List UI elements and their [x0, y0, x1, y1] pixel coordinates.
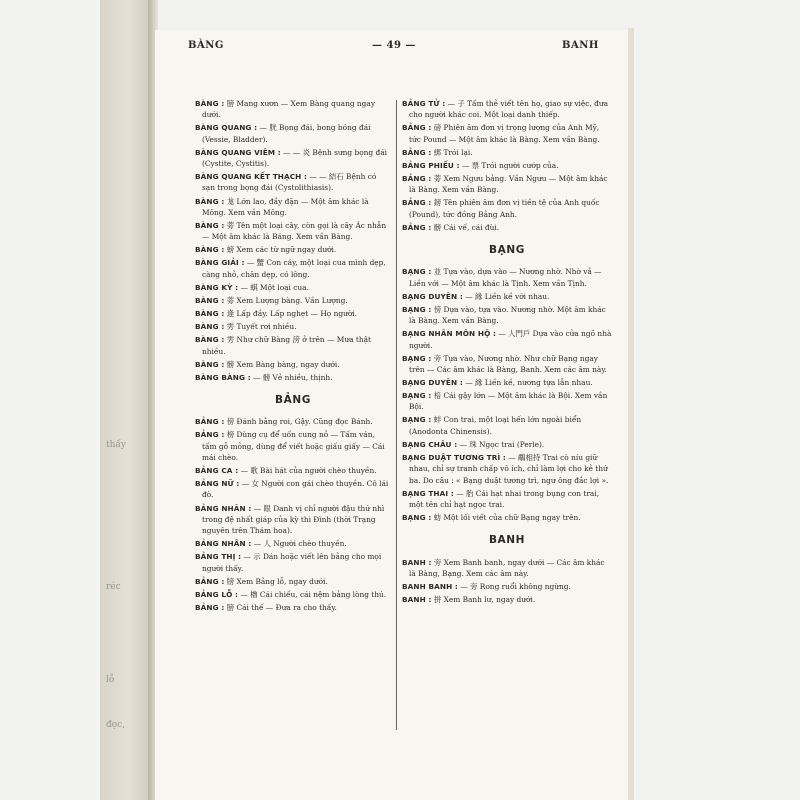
page-number: — 49 —	[372, 40, 416, 51]
entry-headword: BÀNG :	[195, 309, 225, 319]
entry-definition: — 鷸相持 Trai cò níu giữ nhau, chỉ sự tranh chấp vô ích, chỉ làm lợi cho kẻ thứ ba. Do câu : « Bạng duật tương trì, ngư ông đắc lợi ».	[409, 452, 609, 485]
dictionary-entry	[402, 173, 612, 196]
entry-definition: 旁 Xem Banh banh, ngay dưới — Các âm khác là Bàng, Bạng. Xem các âm này.	[409, 557, 605, 578]
dictionary-entry	[402, 452, 612, 486]
dictionary-entry	[195, 147, 391, 170]
dictionary-entry	[195, 321, 391, 332]
entry-definition: 螃 Xem các từ ngữ ngay dưới.	[226, 245, 337, 255]
entry-definition: 傍 Dựa vào, tựa vào. Nương nhờ. Một âm khác là Bàng. Xem vần Bàng.	[409, 304, 606, 326]
dictionary-entry	[195, 465, 391, 476]
entry-definition: 並 Tựa vào, dựa vào — Nương nhờ. Nhờ vả — Liền với — Một âm khác là Tịnh. Xem vần Tịnh.	[409, 267, 602, 288]
dictionary-entry	[402, 328, 612, 351]
entry-headword: BẢNG :	[402, 147, 432, 157]
dictionary-entry	[195, 98, 391, 121]
dictionary-entry	[195, 308, 391, 319]
entry-definition: — 緣 Liền kề với nhau.	[465, 291, 550, 301]
dictionary-entry	[195, 257, 391, 280]
dictionary-entry	[195, 282, 391, 293]
left-page-fragment: lỗ	[106, 675, 115, 685]
entry-definition: 鎊 Tên phiên âm đơn vị tiền tệ của Anh quốc (Pound), tức đồng Bảng Anh.	[409, 198, 600, 219]
dictionary-entry	[402, 122, 612, 145]
entry-headword: BẢNG NHÂN :	[195, 539, 252, 549]
dictionary-entry	[402, 557, 612, 580]
entry-headword: BÀNG :	[195, 359, 225, 369]
dictionary-entry	[402, 353, 612, 376]
entry-headword: BẠNG :	[402, 391, 432, 401]
column-right	[402, 98, 612, 607]
entry-definition: 膀 Cái thế — Đưa ra cho thấy.	[226, 602, 337, 612]
entry-definition: 蒡 Tên một loại cây, còn gọi là cây Ác nhẫn — Một âm khác là Báng. Xem vần Bàng.	[202, 220, 387, 242]
entry-headword: BẠNG THAI :	[402, 488, 454, 498]
entry-headword: BẢNG :	[195, 576, 225, 586]
dictionary-entry	[195, 589, 391, 600]
entry-headword: BÀNG QUANG :	[195, 123, 258, 133]
entry-definition: — 蟹 Con cáy, một loại cua mình dẹp, càng nhỏ, chân dẹp, có lông.	[202, 258, 386, 279]
entry-headword: BẢNG :	[402, 173, 432, 183]
entry-headword: BẢNG THỊ :	[195, 552, 242, 562]
entry-headword: BÀNG BÀNG :	[195, 372, 251, 382]
entry-definition: 蚌 Con trai, một loại hến lớn ngoài biển (Anodonta Chinensis).	[409, 415, 582, 436]
entry-definition: — 櫓 Cái chiếu, cái nệm bảng lòng thú.	[240, 589, 387, 599]
entry-headword: BẠNG :	[402, 513, 432, 523]
entry-headword: BẠNG DUẬT TƯƠNG TRÌ :	[402, 452, 506, 462]
entry-headword: BẠNG DUYÊN :	[402, 291, 463, 301]
entry-headword: BÀNG :	[195, 245, 225, 255]
entry-headword: BẢNG CA :	[195, 466, 239, 476]
dictionary-entry	[195, 359, 391, 370]
entry-headword: BẠNG NHÂN MÔN HỘ :	[402, 329, 497, 339]
entry-headword: BÀNG QUANG VIÊM :	[195, 147, 281, 157]
left-page-fragment: réc	[106, 582, 121, 592]
entry-definition: — 人門戶 Dựa vào cửa ngõ nhà người.	[409, 329, 612, 350]
entry-definition: 傍 Đánh bằng roi, Gậy. Cũng đọc Bánh.	[226, 417, 373, 427]
dictionary-entry	[195, 503, 391, 537]
dictionary-entry	[195, 538, 391, 549]
section-heading: BẢNG	[275, 393, 311, 406]
entry-headword: BẢNG :	[195, 602, 225, 612]
page-edge	[628, 28, 634, 800]
dictionary-entry	[402, 414, 612, 437]
entry-definition: — 髈 Vẻ nhiều, thịnh.	[253, 372, 333, 382]
entry-headword: BẠNG :	[402, 267, 432, 277]
entry-definition: 髈 Cái vế, cái đùi.	[433, 222, 500, 232]
entry-headword: BẢNG :	[195, 417, 225, 427]
dictionary-entry	[402, 390, 612, 413]
entry-headword: BÀNG KỲ :	[195, 282, 239, 292]
dictionary-entry	[195, 551, 391, 574]
dictionary-entry	[195, 334, 391, 357]
dictionary-entry	[195, 576, 391, 587]
entry-definition: — 示 Dán hoặc viết lên bảng cho mọi người thấy.	[202, 552, 382, 573]
dictionary-entry	[402, 98, 612, 121]
entry-definition: 牓 Xem Bảng lỗ, ngay dưới.	[226, 576, 328, 586]
entry-headword: BÀNG :	[195, 295, 225, 305]
entry-definition: 拼 Xem Banh lư, ngay dưới.	[433, 595, 536, 605]
dictionary-entry	[402, 147, 612, 158]
entry-headword: BẢNG PHIẾU :	[402, 160, 460, 170]
entry-definition: — 珠 Ngọc trai (Perle).	[459, 439, 545, 449]
entry-headword: BÀNG :	[195, 196, 225, 206]
dictionary-entry	[402, 488, 612, 511]
header-right-keyword: BANH	[562, 40, 599, 51]
left-page-fragment: đọc,	[106, 720, 126, 730]
entry-definition: 棓 Cái gậy lớn — Một âm khác là Bội. Xem vần Bội.	[409, 391, 608, 412]
entry-headword: BẠNG DUYÊN :	[402, 378, 463, 387]
entry-headword: BẢNG NỮ :	[195, 479, 240, 489]
entry-definition: — 胱 Bọng đái, bong bóng đái (Vessie, Bladder).	[202, 123, 371, 144]
column-left	[195, 98, 391, 615]
dictionary-entry	[402, 266, 612, 289]
section-heading: BẠNG	[489, 244, 525, 257]
entry-headword: BANH :	[402, 595, 432, 605]
entry-headword: BẢNG TỬ :	[402, 99, 446, 108]
dictionary-entry	[402, 197, 612, 220]
entry-definition: 綁 Trói lại.	[433, 147, 473, 157]
dictionary-entry	[195, 171, 391, 194]
dictionary-entry	[402, 512, 612, 523]
entry-headword: BANH :	[402, 557, 432, 567]
dictionary-entry	[195, 220, 391, 243]
entry-headword: BẠNG CHÂU :	[402, 439, 458, 449]
header-left-keyword: BÀNG	[188, 40, 224, 51]
entry-definition: — 歌 Bài hát của người chèo thuyền.	[240, 466, 377, 476]
entry-headword: BÀNG :	[195, 322, 225, 332]
entry-headword: BẢNG :	[402, 222, 432, 232]
dictionary-entry	[402, 304, 612, 327]
entry-headword: BẢNG NHÃN :	[195, 503, 252, 513]
dictionary-entry	[195, 196, 391, 219]
entry-definition: — 旁 Rong ruổi không ngừng.	[460, 582, 571, 592]
entry-headword: BÀNG QUANG KẾT THẠCH :	[195, 172, 308, 182]
entry-definition: 旁 Tựa vào, Nương nhờ. Như chữ Bạng ngay trên — Các âm khác là Bàng, Banh. Xem các âm này.	[409, 353, 607, 374]
entry-definition: 雱 Như chữ Bàng 滂 ở trên — Mưa thật nhiều.	[202, 335, 371, 356]
entry-headword: BÀNG :	[195, 220, 225, 230]
dictionary-entry	[195, 122, 391, 145]
entry-definition: 尨 Lớn lao, đầy đặn — Một âm khác là Mông. Xem vần Mông.	[202, 196, 369, 217]
entry-definition: 逄 Lấp đầy. Lấp nghẹt — Họ người.	[226, 309, 358, 319]
entry-definition: — 人 Người chèo thuyền.	[253, 539, 347, 549]
entry-definition: — — 結石 Bệnh có sạn trong bọng đái (Cystolithiasis).	[202, 172, 377, 193]
entry-headword: BẢNG :	[402, 123, 432, 133]
entry-definition: 蒡 Xem Lượng bàng. Vần Lượng.	[226, 295, 348, 305]
entry-definition: — 蜞 Một loại cua.	[240, 282, 309, 292]
entry-definition: — 緣 Liền kề, nương tựa lẫn nhau.	[465, 378, 593, 387]
dictionary-entry	[195, 478, 391, 501]
entry-headword: BÀNG :	[195, 99, 225, 108]
entry-headword: BÀNG GIẢI :	[195, 258, 245, 268]
entry-headword: BẠNG :	[402, 415, 432, 425]
entry-headword: BÀNG :	[195, 335, 225, 345]
dictionary-entry	[195, 372, 391, 383]
column-divider	[396, 100, 397, 730]
entry-definition: — 子 Tấm thẻ viết tên họ, giao sự việc, đưa cho người khác coi. Một loại danh thiếp.	[409, 99, 609, 120]
entry-headword: BẠNG :	[402, 353, 432, 363]
entry-definition: 榜 Dùng cụ để uốn cung nỏ — Tấm ván, tấm gỗ mỏng, dùng để viết hoặc giấu giấy — Cái mái chèo.	[202, 430, 385, 462]
entry-definition: — 胎 Cái hạt nhai trong bụng con trai, một tên chỉ hạt ngọc trai.	[409, 488, 600, 509]
entry-definition: — 票 Trói người cướp của.	[461, 160, 559, 170]
left-facing-page	[100, 0, 152, 800]
entry-definition: 膀 Mang xươn — Xem Bàng quang ngay dưới.	[202, 99, 375, 120]
dictionary-entry	[402, 439, 612, 450]
dictionary-entry	[402, 160, 612, 171]
entry-headword: BẢNG LỖ :	[195, 589, 239, 599]
dictionary-entry	[195, 429, 391, 463]
entry-definition: 磅 Phiên âm đơn vị trọng lượng của Anh Mỹ, tức Pound — Một âm khác là Bàng. Xem vần Bàng.	[409, 123, 600, 144]
entry-definition: 雱 Tuyết rơi nhiều.	[226, 322, 297, 332]
dictionary-entry	[195, 416, 391, 427]
dictionary-entry	[195, 244, 391, 255]
dictionary-entry	[195, 295, 391, 306]
entry-definition: 蒡 Xem Ngưu bảng. Vần Ngưu — Một âm khác là Bàng. Xem vần Bàng.	[409, 173, 608, 195]
dictionary-entry	[402, 594, 612, 605]
dictionary-entry	[402, 581, 612, 592]
entry-definition: 蚄 Một lối viết của chữ Bạng ngay trên.	[433, 513, 581, 523]
dictionary-entry	[195, 602, 391, 613]
entry-headword: BẢNG :	[195, 430, 225, 440]
dictionary-entry	[402, 377, 612, 388]
entry-definition: — 眼 Danh vị chỉ người đậu thứ nhì trong đệ nhất giáp của kỳ thi Đình (thời Trạng nguyên trên Thám hoa).	[202, 503, 385, 536]
entry-headword: BẠNG :	[402, 304, 432, 314]
entry-definition: — 女 Người con gái chèo thuyền. Cô lái đò.	[202, 479, 389, 500]
dictionary-entry	[402, 222, 612, 233]
section-heading: BANH	[488, 534, 526, 547]
entry-headword: BẢNG :	[402, 198, 432, 208]
entry-definition: — — 炎 Bệnh sưng bọng đái (Cystite, Cystitis).	[202, 147, 387, 169]
entry-headword: BANH BANH :	[402, 582, 458, 592]
dictionary-entry	[402, 291, 612, 302]
entry-definition: 髈 Xem Bàng bàng, ngay dưới.	[226, 359, 340, 369]
left-page-fragment: thấy	[106, 440, 127, 450]
